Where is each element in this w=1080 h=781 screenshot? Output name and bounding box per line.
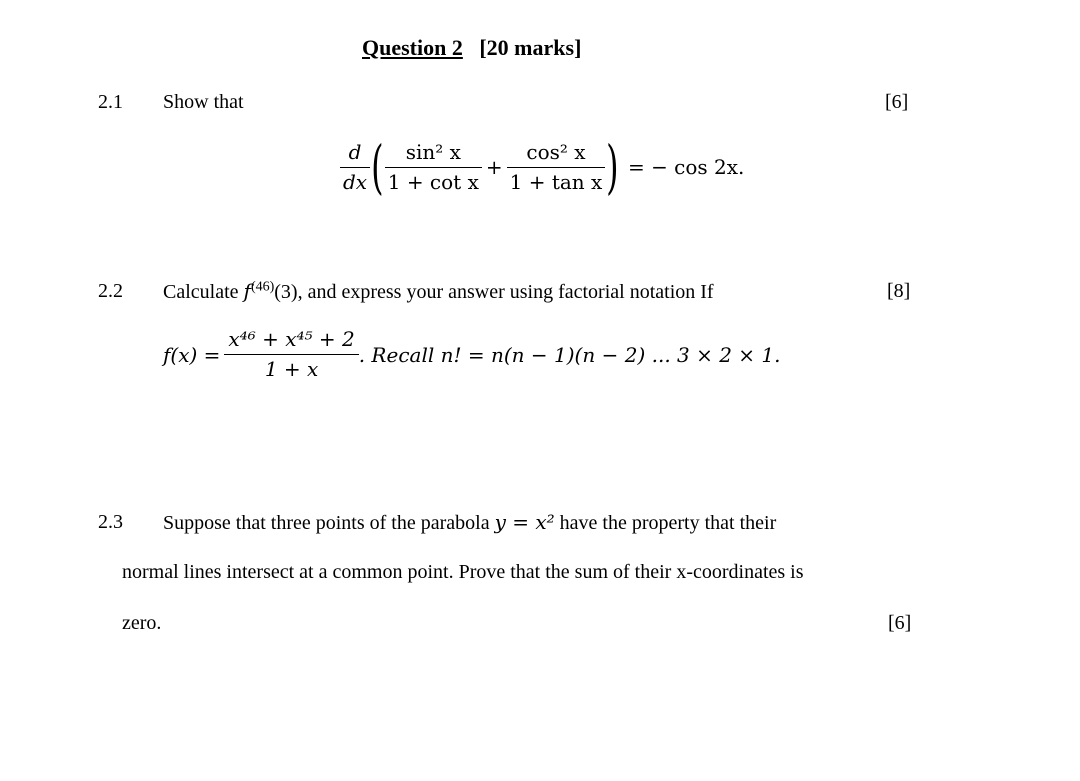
function-lhs: f(x) = bbox=[163, 342, 221, 367]
q21-marks: [6] bbox=[885, 91, 909, 113]
q23-line2: normal lines intersect at a common point. Prove that the sum of their x-coordinates is bbox=[122, 561, 804, 583]
question-heading bbox=[362, 37, 581, 59]
q21-rhs: = − cos 2x. bbox=[627, 155, 745, 179]
total-marks: [20 marks] bbox=[479, 35, 582, 60]
q22-formula bbox=[163, 328, 781, 381]
function-fraction: $\frac{\text{x⁴⁶ + x⁴⁵ + 2}}{1 + x}$ bbox=[224, 328, 358, 381]
q23-line1: Suppose that three points of the parabola y = x² have the property that their bbox=[163, 510, 777, 534]
fraction-sin: $\frac{\text{sin² x}}{\text{1 + cot x}}$ bbox=[385, 141, 482, 194]
factorial-recall: . Recall n! = n(n − 1)(n − 2) ... 3 × 2 × 1. bbox=[358, 342, 781, 367]
q23-marks: [6] bbox=[888, 612, 912, 634]
left-paren: ( bbox=[371, 133, 384, 201]
f-symbol: f bbox=[243, 279, 251, 303]
derivative-operator: $\frac{d}{dx}$ bbox=[340, 141, 370, 194]
q22-text: Calculate $f^{(46)}(3)$, and express your answer using factorial notation If bbox=[163, 279, 714, 303]
right-paren: ) bbox=[606, 133, 619, 201]
derivative-order: (46) bbox=[250, 279, 275, 295]
parabola-equation: y = x² bbox=[494, 510, 555, 534]
question-label: Question 2 bbox=[362, 35, 463, 60]
q21-number: 2.1 bbox=[98, 91, 123, 113]
q23-number: 2.3 bbox=[98, 511, 123, 533]
q23-line3: zero. bbox=[122, 612, 162, 634]
plus-sign: + bbox=[485, 155, 503, 179]
q22-marks: [8] bbox=[887, 280, 911, 302]
q22-number: 2.2 bbox=[98, 280, 123, 302]
fraction-cos: $\frac{\text{cos² x}}{\text{1 + tan x}}$ bbox=[507, 141, 606, 194]
q21-formula bbox=[340, 133, 745, 201]
q21-text: Show that bbox=[163, 91, 244, 113]
